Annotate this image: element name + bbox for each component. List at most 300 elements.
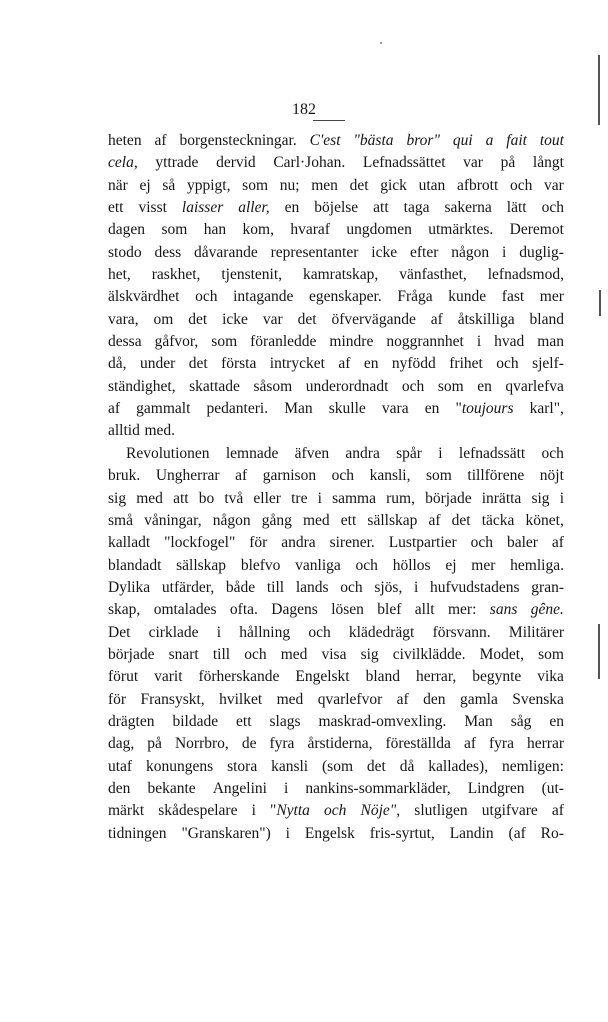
word: sällskap [367,511,418,529]
word: (ut- [541,779,564,797]
word: duglig- [519,243,564,261]
word: blefvo [240,556,281,574]
word: någon [451,243,490,261]
word: taga [403,199,430,217]
word: afbrott [456,176,499,194]
word: till [266,578,285,596]
word: i [251,802,256,820]
word: i [438,444,443,462]
word: för [249,534,268,552]
word: kansli [271,757,309,775]
word: Lefnadssättet [362,154,446,172]
text-line [108,398,564,420]
word: "Nytta [269,802,310,820]
word: snart [168,645,199,663]
word: vänfasthet, [399,266,467,284]
word: i [216,623,222,641]
page-number: 182 [292,101,316,118]
word: lands [295,578,329,596]
word: stodo [108,243,142,261]
text-line [108,488,564,510]
speck-mark [380,42,382,44]
word: cela, [108,154,138,172]
word: när [108,176,128,194]
word: yppigt, [186,176,231,194]
word: lösen [331,601,364,619]
word: på [147,735,162,753]
word: samma [332,489,376,507]
word: konungens [146,757,214,775]
word: i [285,824,290,842]
word: klädedrägt [348,623,415,641]
word: var [262,310,283,328]
word: den [108,779,131,797]
word: mindre [329,333,374,351]
word: lemnade [225,444,279,462]
word: dessa [108,333,142,351]
word: öfvervägande [331,310,416,328]
text-line [108,622,564,644]
word: vara [381,400,409,418]
word: att [173,489,189,507]
text-line [108,152,564,174]
word: kalladt [108,534,151,552]
word: lefnadssätt [458,444,526,462]
word: gêne. [530,601,564,619]
word: med. [144,422,176,440]
text-line [108,130,564,152]
word: och [470,534,494,552]
word: som [242,176,268,194]
word: tjenstenit, [221,266,283,284]
word: älskvärdhet [108,288,180,306]
word: hufvudstadens [430,578,520,596]
word: af [154,132,167,149]
word: Svenska [512,690,564,708]
word: och [509,176,533,194]
word: eller [253,489,281,507]
word: både [225,578,256,596]
word: våningar, [144,511,202,529]
word: som [538,645,564,663]
word: var [544,176,564,194]
word: förherskande [198,668,280,686]
word: baler [506,534,538,552]
word: i [502,243,507,261]
text-line [108,644,564,666]
word: med [136,489,163,507]
word: intrycket [269,355,325,373]
word: ej [445,556,457,574]
word: höllos [392,556,431,574]
word: Ro- [540,824,564,842]
word: och [401,377,425,395]
word: "toujours [455,400,514,418]
word: föreställda [385,735,451,753]
word: en [549,712,564,730]
text-line [108,197,564,219]
word: ett [340,511,357,529]
word: gamla [459,690,498,708]
word: dåvarande [194,243,258,261]
word: laisser [181,199,224,217]
word: en [424,400,440,418]
word: "bästa [353,132,394,149]
word: till [212,645,231,663]
text-line [108,175,564,197]
word: frihet [449,355,483,373]
word: han [203,221,227,239]
page-number-rule [313,120,345,121]
word: het, [108,266,131,284]
word: fast [501,288,525,306]
word: då [399,757,415,775]
word: (af [508,824,526,842]
word: utmärktes. [428,221,494,239]
word: af [463,735,476,753]
word: och [308,623,331,641]
word: fyra [269,735,295,753]
word: ofta. [229,601,258,619]
word: ej [139,176,151,194]
word: mer [539,288,564,306]
word: icke [222,310,248,328]
text-line [108,242,564,264]
word: könet, [525,511,564,529]
text-line [108,711,564,733]
body-text [108,130,564,845]
word: utan [418,176,446,194]
word: qvarlefvor [317,690,383,708]
word: noggrannhet [386,333,464,351]
word: af [430,310,443,328]
word: Engelsk [304,824,355,842]
word: om [153,310,174,328]
word: bror" [406,132,440,149]
word: spår [396,444,422,462]
word: hvad [494,333,525,351]
word: med [276,690,304,708]
word: och [496,355,519,373]
word: som [211,333,238,351]
word: sig [531,489,550,507]
word: utaf [108,757,133,775]
text-line [108,555,564,577]
word: sällskap [176,556,227,574]
word: man [537,333,564,351]
word: såg [510,712,532,730]
word: och [324,802,347,820]
text-line [108,510,564,532]
word: i [559,489,564,507]
word: bekante [147,779,196,797]
text-line [108,376,564,398]
word: herrar [527,735,564,753]
word: "lockfogel" [164,534,236,552]
word: representanter [270,243,359,261]
word: märkt [108,802,145,820]
word: slags [269,712,301,730]
text-line [108,800,564,822]
word: sans [489,601,518,619]
word: skattade [189,377,240,395]
word: icke [371,243,398,261]
word: Man [284,400,313,418]
word: garnison [262,467,317,485]
word: af [338,355,351,373]
word: allt [414,601,435,619]
word: förut [108,668,139,686]
word: dess [154,243,182,261]
word: Lindgren [467,779,525,797]
word: som [161,221,188,239]
word: vika [537,668,564,686]
word: böjelse [314,199,359,217]
word: skap, [108,601,141,619]
word: som [426,467,452,485]
word: kom, [242,221,274,239]
word: nyfödd [391,355,436,373]
word: Modet, [479,645,524,663]
word: utgifvare [481,802,538,820]
word: gammalt [136,400,191,418]
word: (som [322,757,354,775]
word: qvarlefva [505,377,564,395]
word: att [373,199,389,217]
word: omtalades [153,601,217,619]
word: borgensteckningar. [179,132,297,149]
word: Det [108,623,131,641]
word: åtskilliga [457,310,515,328]
word: bland [365,668,401,686]
word: och [195,288,218,306]
word: kamratskap, [302,266,379,284]
word: ständighet, [108,377,176,395]
word: gran- [531,578,564,596]
word: alltid [108,422,140,440]
word: såsom [253,377,293,395]
word: blef [377,601,402,619]
word: underordnadt [305,377,389,395]
word: Angelini [212,779,267,797]
word: Carl·Johan. [273,154,346,172]
word: äfven [294,444,330,462]
word: i [283,779,289,797]
word: af [235,467,248,485]
word: en [477,377,492,395]
word: en [284,199,300,217]
word: var [463,154,483,172]
word: skulle [328,400,366,418]
word: Lustpartier [388,534,457,552]
word: hvaraf [290,221,330,239]
word: under [139,355,176,373]
word: försvann. [432,623,491,641]
text-line [108,733,564,755]
word: inrätta [481,489,522,507]
word: skådespelare [158,802,238,820]
text-line [108,599,564,621]
word: dagen [108,221,146,239]
right-edge-mark [599,290,601,316]
word: ett [108,199,124,217]
word: varit [154,668,183,686]
word: andra [281,534,316,552]
word: drägten [108,712,155,730]
word: begynte [472,668,522,686]
word: sig [108,489,127,507]
text-line [108,666,564,688]
word: af [551,802,564,820]
text-line [108,756,564,778]
word: så [162,176,176,194]
word: sirener. [329,534,375,552]
word: Engelskt [295,668,350,686]
text-line [108,532,564,554]
word: lätt [506,199,527,217]
right-edge-mark [598,624,600,679]
word: herrar, [415,668,457,686]
word: bo [198,489,215,507]
word: stora [227,757,258,775]
word: a [485,132,494,149]
word: tidningen [108,824,167,842]
word: Man [464,712,493,730]
word: fris-syrtut, [369,824,435,842]
word: utfärder, [161,578,215,596]
word: började [108,645,155,663]
word: Ungherrar [155,467,220,485]
word: andra [345,444,380,462]
word: mer [471,556,496,574]
word: långt [532,154,564,172]
word: maskrad-omvexling. [318,712,447,730]
word: två [224,489,244,507]
word: af [396,690,409,708]
word: och [244,645,267,663]
word: de [241,735,257,753]
word: Revolutionen [126,444,210,462]
word: det [366,757,386,775]
word: "Granskaren") [181,824,271,842]
word: vara, [108,310,139,328]
word: i [414,578,419,596]
word: och [340,578,363,596]
word: Militärer [508,623,564,641]
word: yttrade [155,154,199,172]
word: blandadt [108,556,162,574]
text-line [108,353,564,375]
word: kallades), [428,757,489,775]
text-line [108,465,564,487]
word: rum, [386,489,415,507]
word: intagande [233,288,294,306]
word: qui [452,132,473,149]
word: ungdomen [346,221,412,239]
word: sakerna [444,199,492,217]
word: Deremot [509,221,564,239]
word: C'est [309,132,341,149]
word: en [363,355,379,373]
text-line [108,778,564,800]
word: egenskaper. [308,288,382,306]
word: fyra [489,735,514,753]
word: som [437,377,464,395]
word: visa [321,645,347,663]
word: Landin [449,824,494,842]
word: för [108,690,127,708]
word: och [541,444,564,462]
text-line [108,264,564,286]
word: visst [138,199,167,217]
word: af [551,534,564,552]
word: nu; [279,176,300,194]
word: sig [360,645,379,663]
word: raskhet, [151,266,201,284]
word: af [428,511,441,529]
word: Dylika [108,578,151,596]
word: med [302,511,330,529]
word: sjelf- [532,355,564,373]
text-line [108,219,564,241]
word: Fransyskt, [140,690,205,708]
word: någon [212,511,251,529]
word: lefnadsmod, [487,266,564,284]
word: började [425,489,472,507]
word: och [541,199,564,217]
word: karl", [529,400,564,418]
word: efter [409,243,439,261]
word: tre [291,489,308,507]
text-line [108,420,564,442]
text-line [108,331,564,353]
word: hållning [239,623,291,641]
word: slutligen [414,802,468,820]
word: aller, [238,199,270,217]
word: dervid [216,154,256,172]
text-line [108,823,564,845]
word: det [297,310,317,328]
word: gåfvor, [154,333,199,351]
word: cirklade [148,623,199,641]
word: på [500,154,516,172]
word: det [188,355,208,373]
word: det [349,176,369,194]
word: och [355,556,378,574]
word: nöjt [539,467,564,485]
text-line [108,286,564,308]
word: kansli, [369,467,411,485]
word: hvilket [219,690,263,708]
word: första [221,355,257,373]
word: heten [108,132,142,149]
right-edge-mark [598,55,600,125]
word: nemligen: [501,757,564,775]
word: gång [261,511,292,529]
word: små [108,511,133,529]
word: sjös, [374,578,403,596]
word: hemliga. [510,556,564,574]
word: tillförene [467,467,525,485]
word: dag, [108,735,135,753]
word: Fråga [397,288,433,306]
text-line [108,577,564,599]
word: föranledde [250,333,317,351]
word: och [331,467,355,485]
word: årstiderna, [307,735,373,753]
text-line [108,689,564,711]
word: med [280,645,308,663]
